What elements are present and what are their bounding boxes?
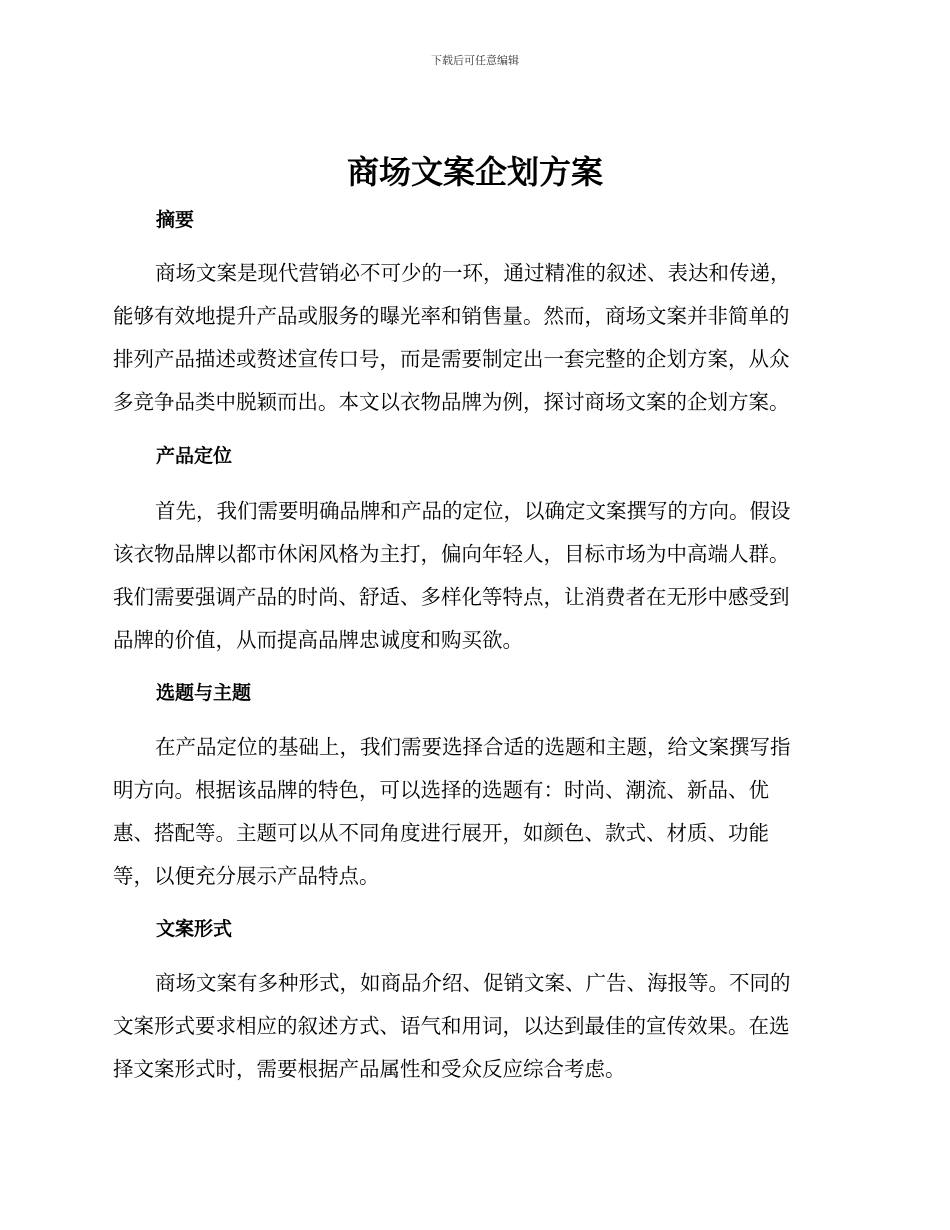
paragraph-line: 明方向。根据该品牌的特色，可以选择的选题有：时尚、潮流、新品、优: [113, 778, 769, 802]
paragraph-line: 品牌的价值，从而提高品牌忠诚度和购买欲。: [113, 628, 523, 652]
paragraph-line: 惠、搭配等。主题可以从不同角度进行展开，如颜色、款式、材质、功能: [113, 821, 769, 845]
section-heading-topics: 选题与主题: [156, 682, 252, 704]
paragraph-line: 商场文案有多种形式，如商品介绍、促销文案、广告、海报等。不同的: [155, 971, 791, 995]
paragraph-line: 排列产品描述或赘述宣传口号，而是需要制定出一套完整的企划方案，从众: [113, 347, 790, 371]
section-heading-abstract: 摘要: [156, 209, 195, 231]
paragraph-line: 该衣物品牌以都市休闲风格为主打，偏向年轻人，目标市场为中高端人群。: [113, 542, 790, 566]
paragraph-line: 择文案形式时，需要根据产品属性和受众反应综合考虑。: [113, 1057, 626, 1081]
paragraph-line: 多竞争品类中脱颖而出。本文以衣物品牌为例，探讨商场文案的企划方案。: [113, 390, 790, 414]
document-title: 商场文案企划方案: [346, 153, 603, 191]
section-heading-formats: 文案形式: [156, 918, 233, 940]
paragraph-line: 能够有效地提升产品或服务的曝光率和销售量。然而，商场文案并非简单的: [113, 304, 790, 328]
paragraph-line: 文案形式要求相应的叙述方式、语气和用词，以达到最佳的宣传效果。在选: [113, 1014, 790, 1038]
paragraph-line: 我们需要强调产品的时尚、舒适、多样化等特点，让消费者在无形中感受到: [113, 585, 790, 609]
header-note: 下载后可任意编辑: [431, 54, 519, 67]
section-paragraph-abstract: [113, 252, 833, 424]
paragraph-line: 等，以便充分展示产品特点。: [113, 864, 380, 888]
section-paragraph-topics: [113, 726, 833, 898]
paragraph-line: 商场文案是现代营销必不可少的一环，通过精准的叙述、表达和传递，: [155, 261, 791, 285]
section-paragraph-formats: [113, 962, 833, 1091]
section-heading-positioning: 产品定位: [156, 445, 233, 467]
section-paragraph-positioning: [113, 490, 833, 662]
paragraph-line: 首先，我们需要明确品牌和产品的定位，以确定文案撰写的方向。假设: [155, 499, 791, 523]
paragraph-line: 在产品定位的基础上，我们需要选择合适的选题和主题，给文案撰写指: [155, 735, 791, 759]
